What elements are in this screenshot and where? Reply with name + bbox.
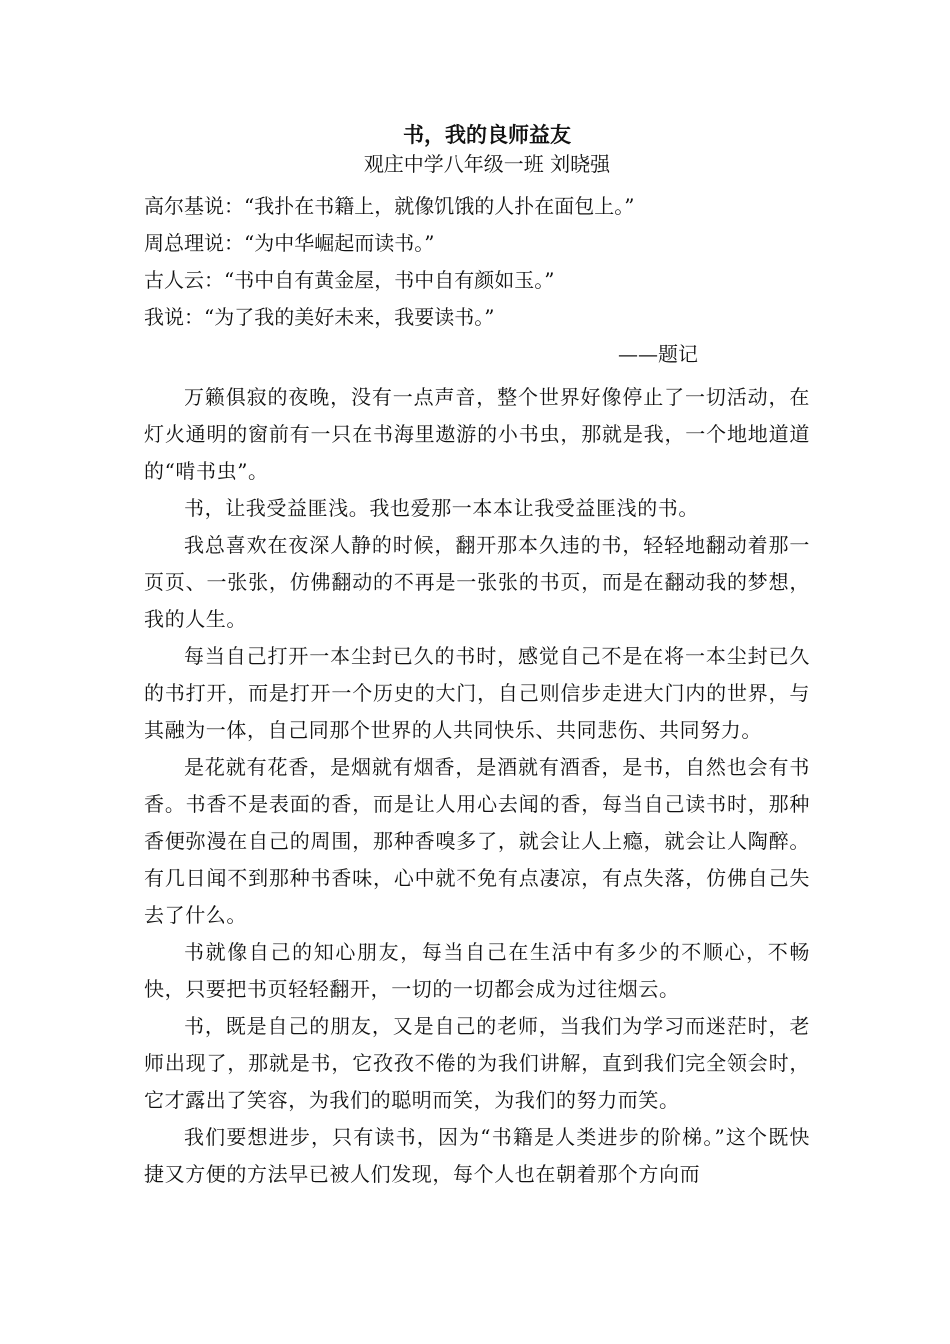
epigraph-line: 我说：“为了我的美好未来，我要读书。”	[144, 305, 495, 329]
paragraph: 我们要想进步，只有读书，因为“书籍是人类进步的阶梯。”这个既快捷又方便的方法早已被人们发现，每个人也在朝着那个方向而	[144, 1125, 810, 1186]
epigraph-line: 古人云：“书中自有黄金屋，书中自有颜如玉。”	[144, 268, 555, 292]
author-line: 观庄中学八年级一班 刘晓强	[363, 152, 611, 176]
paragraph: 是花就有花香，是烟就有烟香，是酒就有酒香，是书，自然也会有书香。书香不是表面的香，而是让人用心去闻的香，每当自己读书时，那种香便弥漫在自己的周围，那种香嗅多了，就会让人上瘾，就会让人陶醉。有几日闻不到那种书香味，心中就不免有点凄凉，有点失落，仿佛自己失去了什么。	[144, 755, 810, 927]
paragraph: 我总喜欢在夜深人静的时候，翻开那本久违的书，轻轻地翻动着那一页页、一张张，仿佛翻动的不再是一张张的书页，而是在翻动我的梦想，我的人生。	[144, 533, 810, 631]
paragraph: 书就像自己的知心朋友，每当自己在生活中有多少的不顺心，不畅快，只要把书页轻轻翻开，一切的一切都会成为过往烟云。	[144, 940, 810, 1001]
epigraph-signoff: ——题记	[618, 342, 698, 366]
epigraph-line: 周总理说：“为中华崛起而读书。”	[144, 231, 435, 255]
paragraph: 每当自己打开一本尘封已久的书时，感觉自己不是在将一本尘封已久的书打开，而是打开一个历史的大门，自己则信步走进大门内的世界，与其融为一体，自己同那个世界的人共同快乐、共同悲伤、共同努力。	[144, 644, 810, 742]
document-page	[144, 120, 810, 1193]
epigraph	[144, 188, 810, 373]
epigraph-line: 高尔基说：“我扑在书籍上，就像饥饿的人扑在面包上。”	[144, 194, 635, 218]
paragraph: 万籁俱寂的夜晚，没有一点声音，整个世界好像停止了一切活动，在灯火通明的窗前有一只在书海里遨游的小书虫，那就是我，一个地地道道的“啃书虫”。	[144, 385, 810, 483]
paragraph: 书，让我受益匪浅。我也爱那一本本让我受益匪浅的书。	[184, 496, 699, 520]
paragraph: 书，既是自己的朋友，又是自己的老师，当我们为学习而迷茫时，老师出现了，那就是书，它孜孜不倦的为我们讲解，直到我们完全领会时，它才露出了笑容，为我们的聪明而笑，为我们的努力而笑。	[144, 1014, 810, 1112]
body-text	[144, 379, 810, 1193]
document-title: 书，我的良师益友	[403, 122, 571, 147]
